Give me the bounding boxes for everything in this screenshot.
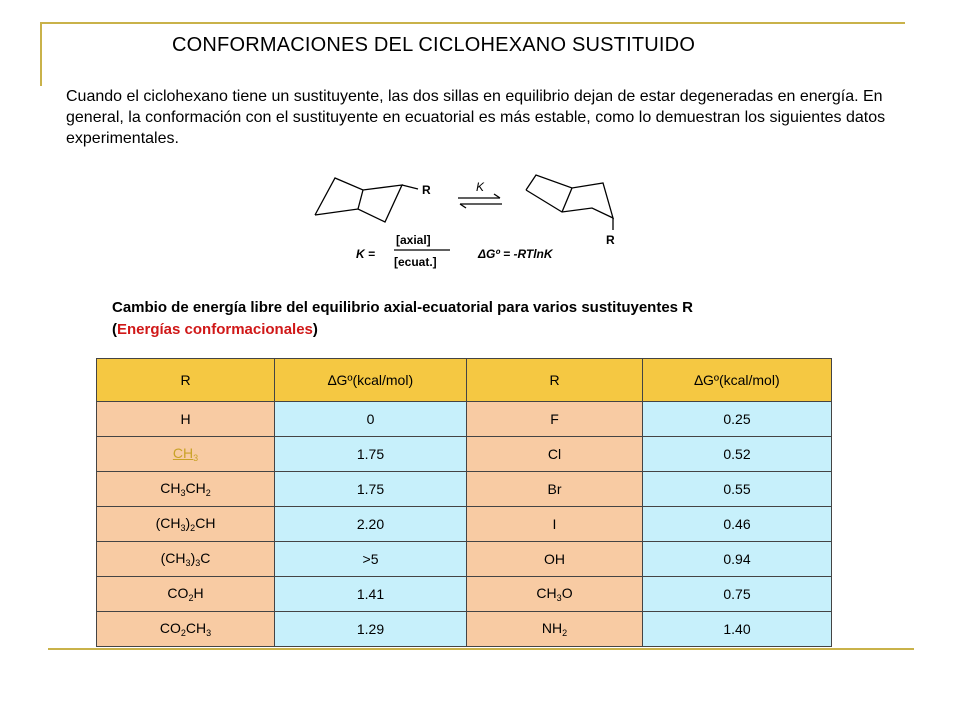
substituent-cell: $CO_2CH_3$ [97, 612, 275, 647]
energy-cell: 0 [275, 402, 467, 437]
energy-cell: 1.29 [275, 612, 467, 647]
energy-cell: 0.52 [643, 437, 832, 472]
substituent-cell: Br [467, 472, 643, 507]
table-header-row [97, 359, 832, 402]
table-row [97, 612, 832, 647]
energy-cell: 1.75 [275, 437, 467, 472]
intro-paragraph: Cuando el ciclohexano tiene un sustituyente, las dos sillas en equilibrio dejan de estar degeneradas en energía. En general, la conformación con el sustituyente en ecuatorial es más estable, como lo demuestran los siguientes datos experimentales. [66, 88, 886, 147]
energy-cell: 0.75 [643, 577, 832, 612]
energy-cell: 1.40 [643, 612, 832, 647]
energy-cell: 1.75 [275, 472, 467, 507]
free-energy-equation: ΔGº = -RTlnK [478, 247, 553, 261]
energy-cell: 0.25 [643, 402, 832, 437]
substituent-link[interactable]: $CH_3$ [97, 437, 275, 472]
energy-cell: 1.41 [275, 577, 467, 612]
k-numerator: [axial] [396, 233, 431, 247]
bottom-rule [48, 648, 914, 650]
header-dg-1: ∆Gº(kcal/mol) [275, 359, 467, 402]
page-title: CONFORMACIONES DEL CICLOHEXANO SUSTITUIDO [172, 34, 696, 56]
substituent-cell: $CH_3CH_2$ [97, 472, 275, 507]
substituent-cell: $CH_3O$ [467, 577, 643, 612]
substituent-cell: $(CH_3)_3C$ [97, 542, 275, 577]
table-row [97, 437, 832, 472]
caption-open-paren: ( [112, 321, 117, 338]
left-r-label: R [422, 183, 431, 197]
energy-cell: 0.94 [643, 542, 832, 577]
k-equals: K = [356, 247, 376, 261]
caption-close-paren: ) [312, 321, 318, 338]
caption-highlight: Energías conformacionales [117, 321, 313, 338]
substituent-cell: I [467, 507, 643, 542]
left-chair-ring [315, 178, 402, 222]
header-dg-2: ∆Gº(kcal/mol) [643, 359, 832, 402]
table-row [97, 472, 832, 507]
substituent-cell: $CO_2H$ [97, 577, 275, 612]
caption-line: Cambio de energía libre del equilibrio axial-ecuatorial para varios sustituyentes R [112, 299, 694, 316]
left-rule [40, 22, 42, 86]
header-r-1: R [97, 359, 275, 402]
substituent-cell: F [467, 402, 643, 437]
energy-cell: 0.46 [643, 507, 832, 542]
substituent-cell: $NH_2$ [467, 612, 643, 647]
conformational-energy-table [96, 358, 832, 647]
substituent-cell: Cl [467, 437, 643, 472]
left-substituent-bond [402, 185, 418, 189]
table-row [97, 402, 832, 437]
energy-cell: 0.55 [643, 472, 832, 507]
k-denominator: [ecuat.] [394, 255, 437, 269]
chair-equilibrium-scheme [300, 170, 630, 270]
substituent-cell: OH [467, 542, 643, 577]
table-row [97, 577, 832, 612]
right-r-label: R [606, 233, 615, 247]
energy-cell: >5 [275, 542, 467, 577]
top-rule [40, 22, 905, 24]
energy-cell: 2.20 [275, 507, 467, 542]
k-arrow-label: K [476, 180, 485, 194]
substituent-cell: H [97, 402, 275, 437]
right-chair-ring [526, 175, 613, 218]
table-caption [112, 297, 872, 341]
header-r-2: R [467, 359, 643, 402]
table-row [97, 542, 832, 577]
table-row [97, 507, 832, 542]
substituent-cell: $(CH_3)_2CH$ [97, 507, 275, 542]
